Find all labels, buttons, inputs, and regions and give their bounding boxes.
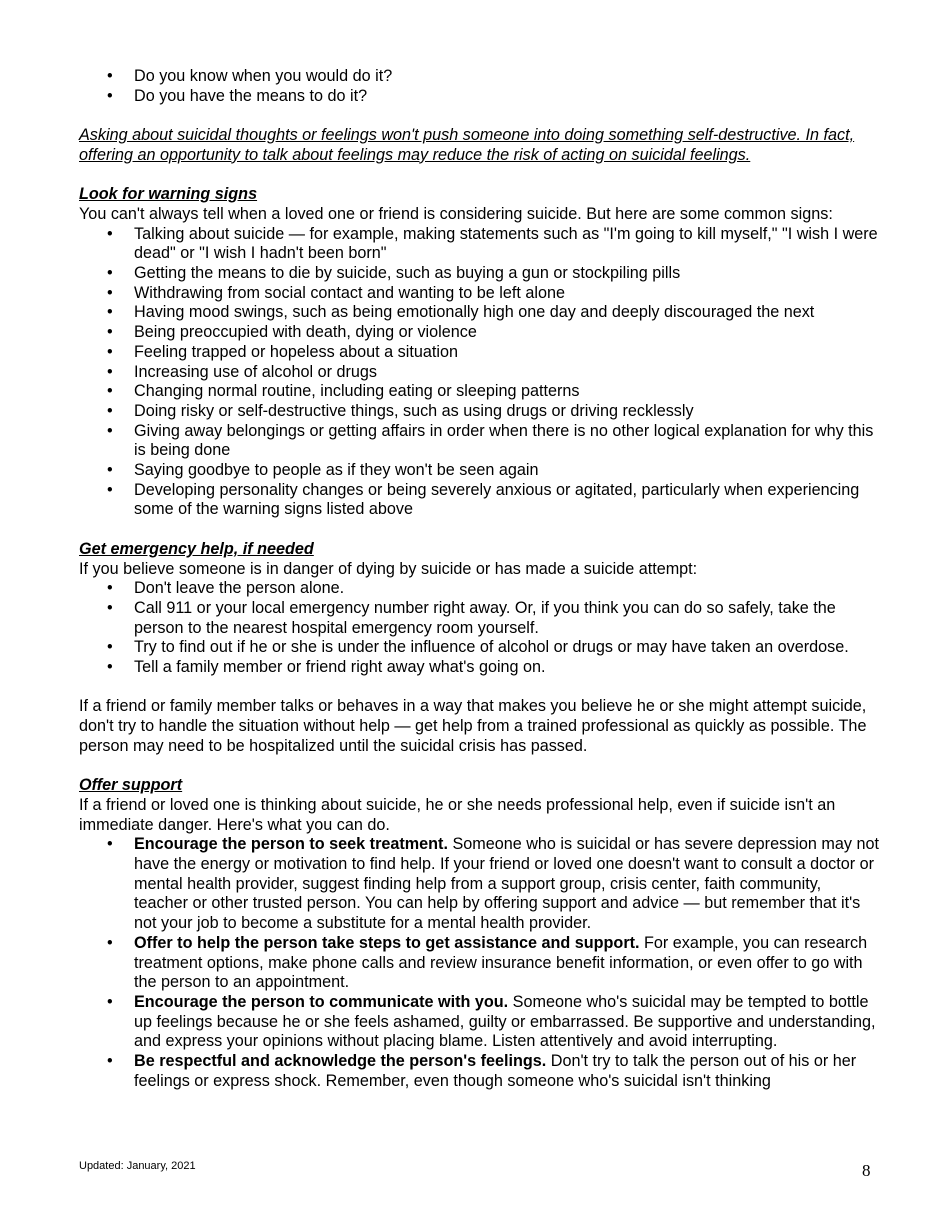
item-lead: Encourage the person to seek treatment. — [134, 835, 448, 854]
list-item: • Don't leave the person alone. — [134, 579, 879, 599]
item-lead: Encourage the person to communicate with you. — [134, 992, 509, 1011]
list-item: • Feeling trapped or hopeless about a situation — [134, 343, 879, 363]
warning-list — [79, 225, 879, 521]
emergency-paragraph: If a friend or family member talks or behaves in a way that makes you believe he or she might attempt suicide, don't try to handle the situation without help — get help from a trained professional as quickly as possible. The person may need to be hospitalized until the suicidal crisis has passed. — [79, 697, 867, 755]
list-item — [134, 1052, 879, 1091]
emergency-heading: Get emergency help, if needed — [79, 539, 314, 558]
list-item — [134, 993, 879, 1052]
list-item: • Try to find out if he or she is under the influence of alcohol or drugs or may have taken an overdose. — [134, 638, 879, 658]
support-intro: If a friend or loved one is thinking about suicide, he or she needs professional help, even if suicide isn't an immediate danger. Here's what you can do. — [79, 795, 836, 834]
list-item: • Giving away belongings or getting affairs in order when there is no other logical explanation for why this is being done — [134, 422, 879, 461]
list-item: • Developing personality changes or being severely anxious or agitated, particularly when experiencing some of the warning signs listed above — [134, 481, 879, 520]
list-item: • Tell a family member or friend right away what's going on. — [134, 658, 879, 678]
support-heading: Offer support — [79, 776, 183, 795]
item-text: Someone who's suicidal may be tempted to bottle up feelings because he or she feels ashamed, guilty or embarrassed. Be supportive and understanding, and express your opinions without placing blame. Listen attentively and avoid interrupting. — [134, 992, 876, 1051]
emergency-intro: If you believe someone is in danger of dying by suicide or has made a suicide attempt: — [79, 559, 698, 578]
list-item: • Getting the means to die by suicide, such as buying a gun or stockpiling pills — [134, 264, 879, 284]
list-item: • Doing risky or self-destructive things, such as using drugs or driving recklessly — [134, 402, 879, 422]
list-item: • Talking about suicide — for example, making statements such as "I'm going to kill myself," "I wish I were dead" or "I wish I hadn't been born" — [134, 225, 879, 264]
item-lead: Be respectful and acknowledge the person's feelings. — [134, 1052, 547, 1071]
note-paragraph: Asking about suicidal thoughts or feelings won't push someone into doing something self-destructive. In fact, offering an opportunity to talk about feelings may reduce the risk of acting on suicidal feelings. — [79, 126, 855, 164]
warning-heading: Look for warning signs — [79, 185, 258, 204]
list-item: • Call 911 or your local emergency number right away. Or, if you think you can do so safely, take the person to the nearest hospital emergency room yourself. — [134, 599, 879, 638]
list-item: • Changing normal routine, including eating or sleeping patterns — [134, 382, 879, 402]
emergency-list — [79, 579, 879, 678]
top-bullet-list — [79, 67, 879, 106]
list-item: • Increasing use of alcohol or drugs — [134, 363, 879, 383]
list-item: • Do you know when you would do it? — [134, 67, 879, 87]
item-text: Someone who is suicidal or has severe depression may not have the energy or motivation to find help. If your friend or loved one doesn't want to consult a doctor or mental health provider, suggest finding help from a support group, crisis center, faith community, teacher or other trusted person. You can help by offering support and advice — but remember that it's not your job to become a substitute for a mental health provider. — [134, 835, 879, 933]
updated-footer: Updated: January, 2021 — [79, 1160, 196, 1172]
page-number: 8 — [862, 1161, 871, 1180]
list-item: • Saying goodbye to people as if they won't be seen again — [134, 461, 879, 481]
list-item: • Being preoccupied with death, dying or violence — [134, 323, 879, 343]
item-text: Don't try to talk the person out of his or her feelings or express shock. Remember, even though someone who's suicidal isn't thinking — [134, 1052, 857, 1090]
support-list — [79, 835, 879, 1091]
document-page — [79, 67, 879, 1091]
list-item: • Having mood swings, such as being emotionally high one day and deeply discouraged the next — [134, 303, 879, 323]
item-text: For example, you can research treatment options, make phone calls and review insurance benefit information, or even offer to go with the person to an appointment. — [134, 933, 868, 992]
warning-intro: You can't always tell when a loved one or friend is considering suicide. But here are some common signs: — [79, 204, 833, 223]
item-lead: Offer to help the person take steps to get assistance and support. — [134, 933, 640, 952]
list-item: • Withdrawing from social contact and wanting to be left alone — [134, 284, 879, 304]
list-item — [134, 934, 879, 993]
list-item — [134, 835, 879, 934]
list-item: • Do you have the means to do it? — [134, 87, 879, 107]
